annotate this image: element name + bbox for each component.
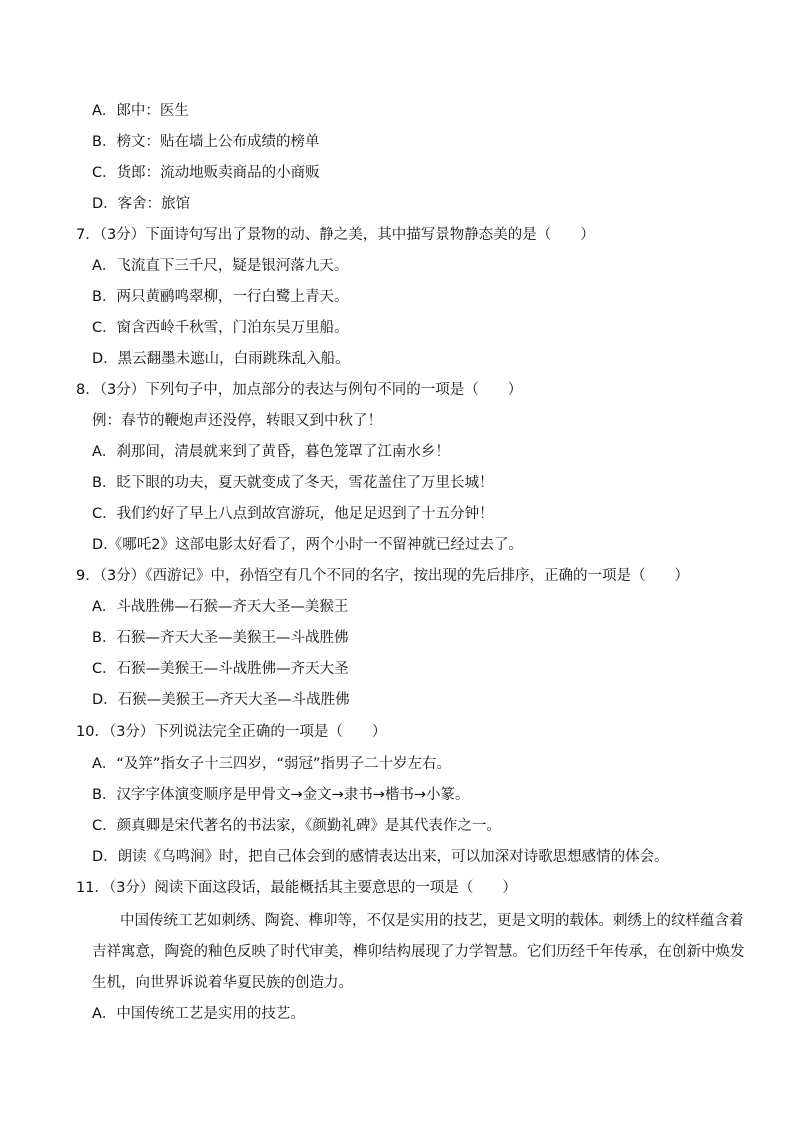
q6-option-c: C．货郎：流动地贩卖商品的小商贩	[92, 165, 320, 181]
q10-option-a: A．“及笄”指女子十三四岁，“弱冠”指男子二十岁左右。	[92, 756, 451, 772]
q7-option-a: A．飞流直下三千尺，疑是银河落九天。	[92, 258, 349, 274]
q6-option-b: B．榜文：贴在墙上公布成绩的榜单	[92, 134, 320, 150]
q7-stem: 7．（3分）下面诗句写出了景物的动、静之美，其中描写景物静态美的是（ ）	[76, 227, 595, 243]
q8-option-a: A．刹那间，清晨就来到了黄昏，暮色笼罩了江南水乡！	[92, 444, 450, 460]
q8-example: 例：春节的鞭炮声还没停，转眼又到中秋了！	[92, 413, 382, 429]
q11-option-a: A．中国传统工艺是实用的技艺。	[92, 1006, 305, 1022]
q6-option-a: A．郎中：医生	[92, 103, 189, 119]
q11-passage-line: 生机，向世界诉说着华夏民族的创造力。	[92, 975, 353, 991]
q8-option-b: B．眨下眼的功夫，夏天就变成了冬天，雪花盖住了万里长城！	[92, 475, 494, 491]
q9-stem: 9．（3分）《西游记》中，孙悟空有几个不同的名字，按出现的先后排序，正确的一项是（ ）	[76, 568, 689, 584]
q9-option-a: A．斗战胜佛—石猴—齐天大圣—美猴王	[92, 599, 349, 615]
q9-option-c: C．石猴—美猴王—斗战胜佛—齐天大圣	[92, 661, 349, 677]
q8-stem: 8．（3分）下列句子中，加点部分的表达与例句不同的一项是（ ）	[76, 382, 523, 398]
q8-option-c: C．我们约好了早上八点到故宫游玩，他足足迟到了十五分钟！	[92, 506, 494, 522]
q10-option-c: C．颜真卿是宋代著名的书法家，《颜勤礼碑》是其代表作之一。	[92, 818, 501, 834]
q6-option-d: D．客舍：旅馆	[92, 196, 191, 212]
q10-option-b: B．汉字字体演变顺序是甲骨文→金文→隶书→楷书→小篆。	[92, 787, 470, 803]
q7-option-d: D．黑云翻墨未遮山，白雨跳珠乱入船。	[92, 351, 350, 367]
q11-stem: 11．（3分）阅读下面这段话，最能概括其主要意思的一项是（ ）	[76, 880, 517, 896]
q11-passage-line: 中国传统工艺如刺绣、陶瓷、榫卯等，不仅是实用的技艺，更是文明的载体。刺绣上的纹样蕴含着	[120, 913, 744, 929]
q10-stem: 10．（3分）下列说法完全正确的一项是（ ）	[76, 724, 387, 740]
q7-option-b: B．两只黄鹂鸣翠柳，一行白鹭上青天。	[92, 289, 349, 305]
q10-option-d: D．朗读《乌鸣涧》时，把自己体会到的感情表达出来，可以加深对诗歌思想感情的体会。	[92, 849, 669, 865]
q7-option-c: C．窗含西岭千秋雪，门泊东吴万里船。	[92, 320, 349, 336]
q11-passage-line: 吉祥寓意，陶瓷的釉色反映了时代审美，榫卯结构展现了力学智慧。它们历经千年传承，在创新中焕发	[92, 944, 745, 960]
q8-option-d: D.《哪吒2》这部电影太好看了，两个小时一不留神就已经过去了。	[92, 537, 523, 553]
q9-option-d: D．石猴—美猴王—齐天大圣—斗战胜佛	[92, 692, 350, 708]
q9-option-b: B．石猴—齐天大圣—美猴王—斗战胜佛	[92, 630, 349, 646]
